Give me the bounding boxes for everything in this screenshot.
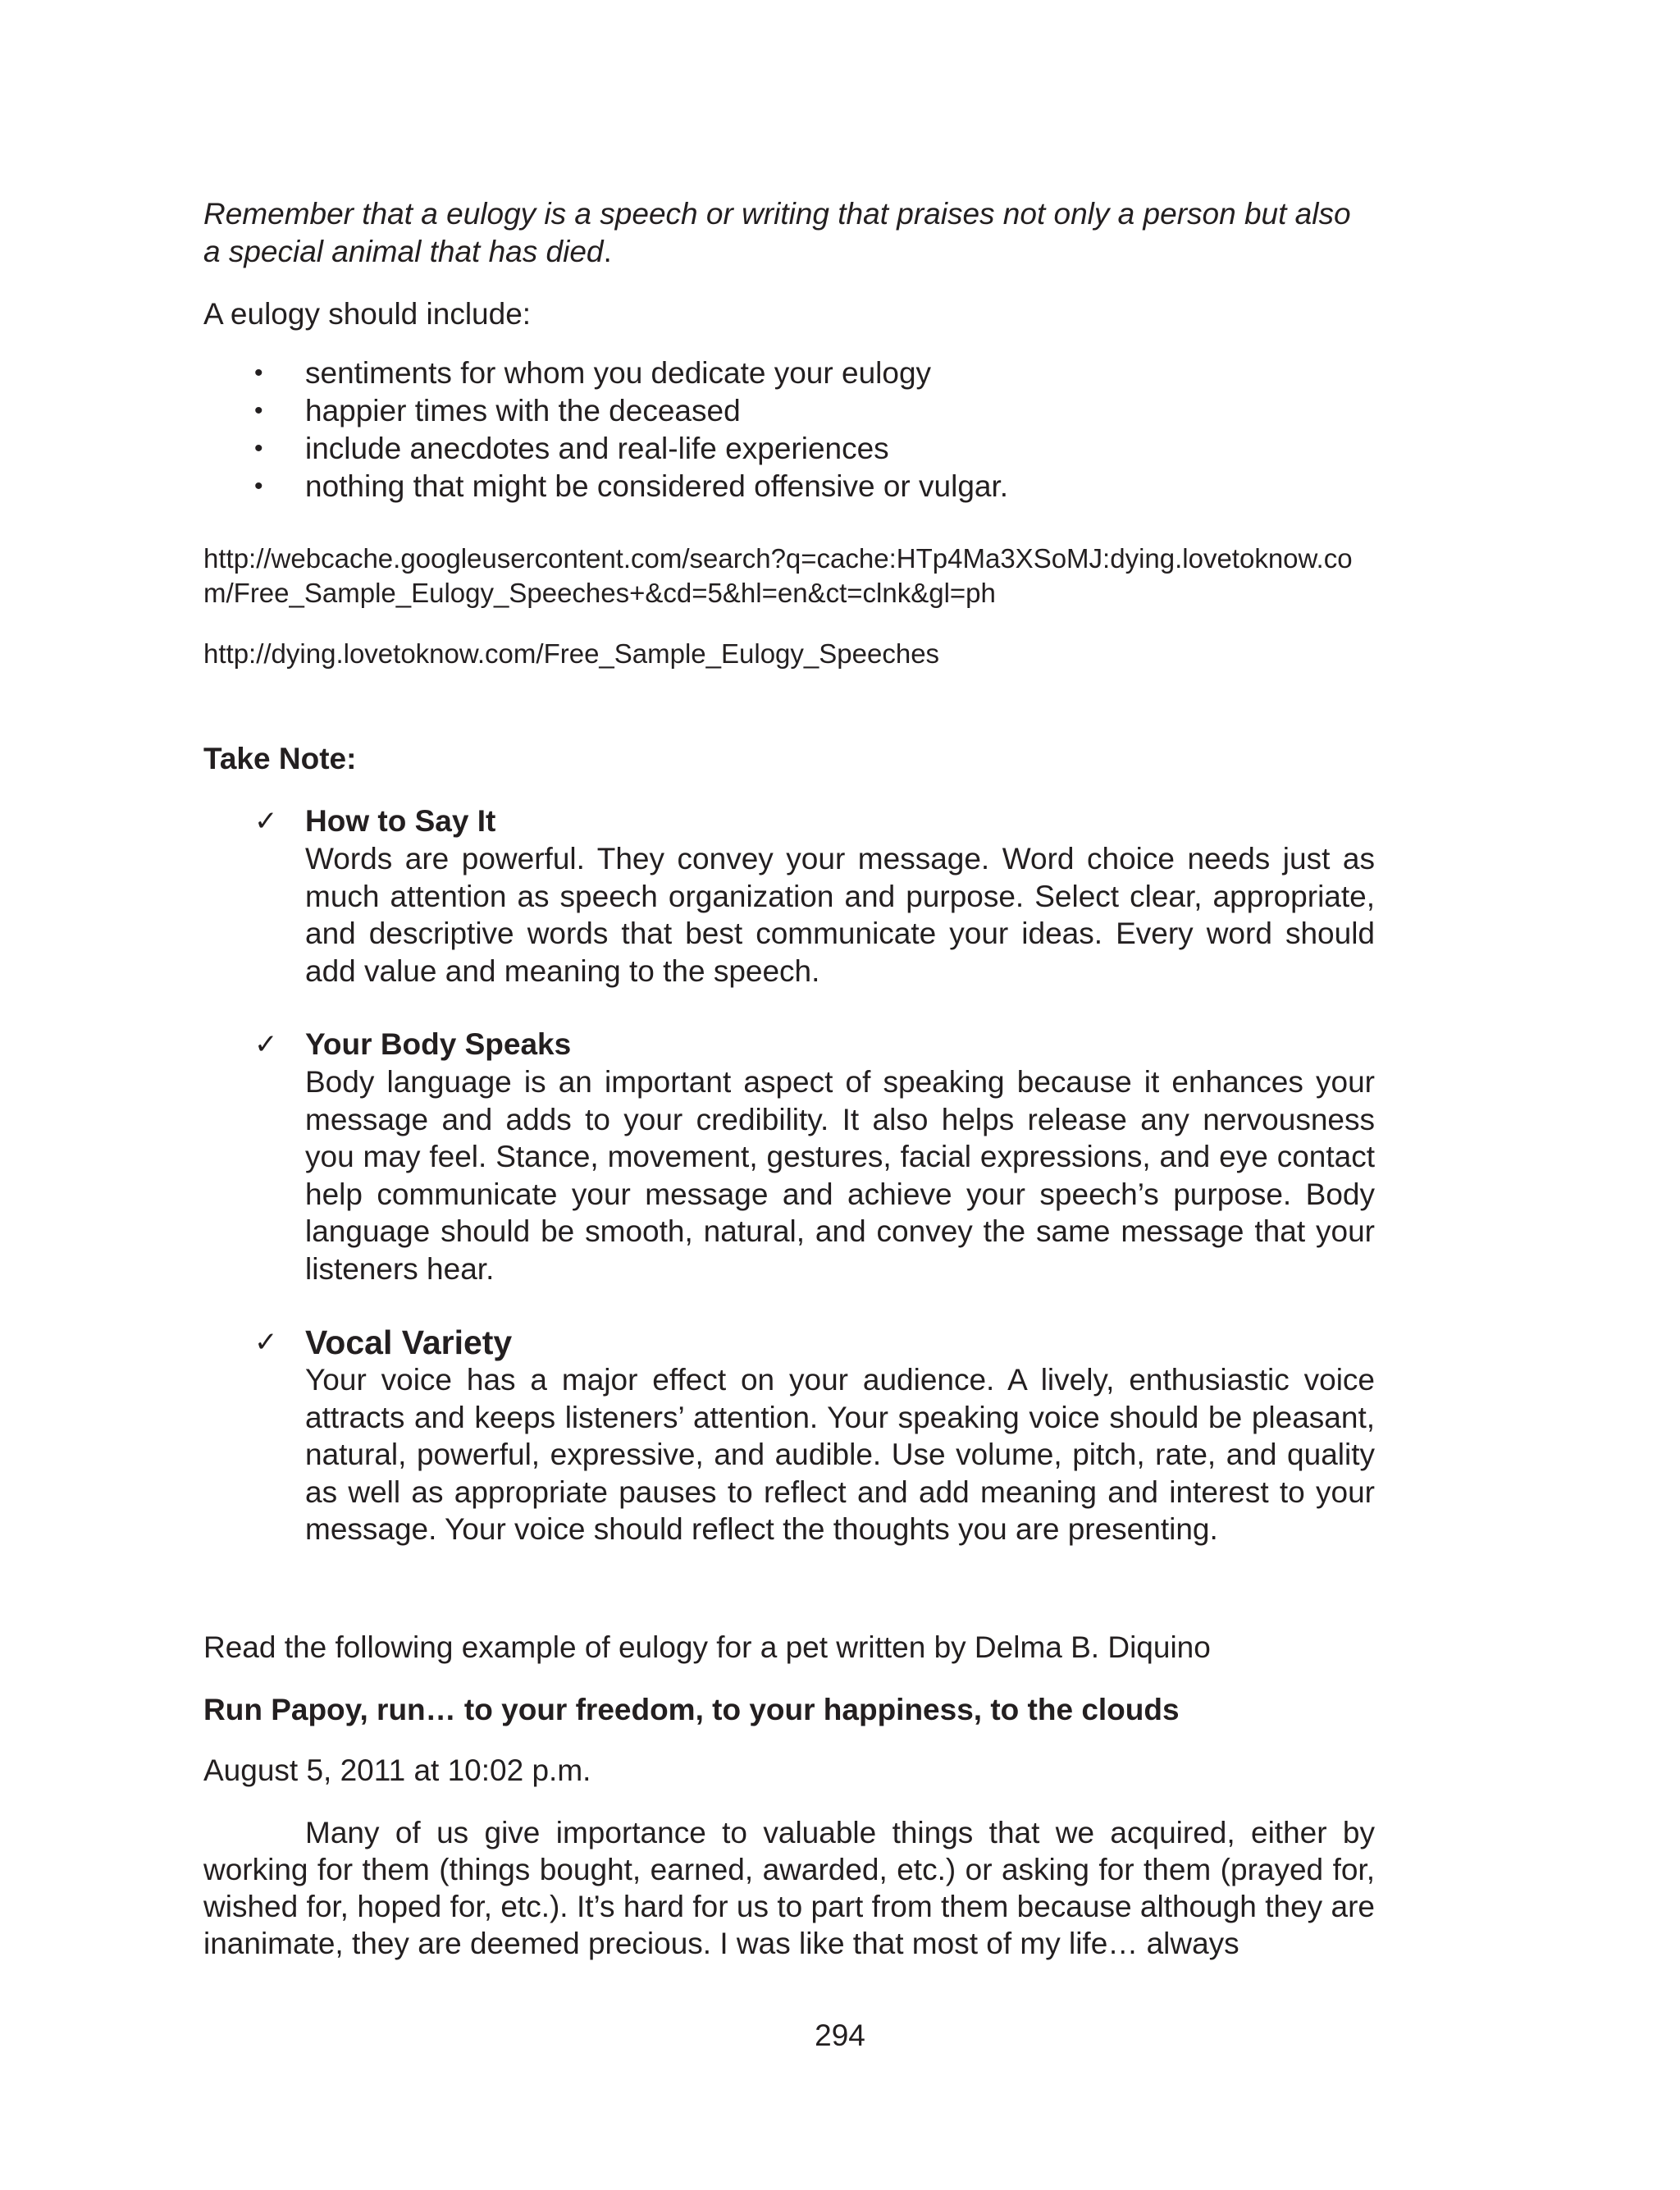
bullet-icon: • [254,473,263,500]
note-body: Words are powerful. They convey your message. Word choice needs just as much attention as speech organization and purpose. Select clear, appropriate, and descriptive words that best communicate your ideas. Every word should add value and meaning to the speech. [305,842,1375,988]
note-body: Body language is an important aspect of speaking because it enhances your message and adds to your credibility. It also helps release any nervousness you may feel. Stance, movement, gestures, facial expressions, and eye contact help communicate your message and achieve your speech’s purpose. Body language should be smooth, natural, and convey the same message that your listeners hear. [305,1065,1375,1286]
take-note-heading: Take Note: [203,742,357,775]
checkmark-icon: ✓ [254,1326,278,1359]
list-item [203,468,1375,505]
list-item [203,354,1375,392]
example-intro: Read the following example of eulogy for a pet written by Delma B. Diquino [203,1630,1211,1664]
intro-end-punct: . [603,235,612,268]
bullet-icon: • [254,435,263,462]
intro-paragraph [203,195,1375,271]
checkmark-icon: ✓ [254,1028,278,1061]
note-body: Your voice has a major effect on your audience. A lively, enthusiastic voice attracts and keeps listeners’ attention. Your speaking voice should be pleasant, natural, powerful, expressive, and audible. Use volume, pitch, rate, and quality as well as appropriate pauses to reflect and add meaning and interest to your message. Your voice should reflect the thoughts you are presenting. [305,1363,1375,1546]
page-number: 294 [815,2019,865,2052]
note-item-vocal-variety [203,1324,1375,1548]
example-title: Run Papoy, run… to your freedom, to your happiness, to the clouds [203,1692,1180,1726]
include-heading: A eulogy should include: [203,297,532,331]
checkmark-icon: ✓ [254,805,278,838]
list-item-text: nothing that might be considered offensive or vulgar. [305,469,1009,503]
note-item-your-body-speaks [203,1026,1375,1287]
list-item-text: happier times with the deceased [305,394,741,427]
note-title: Your Body Speaks [305,1027,572,1061]
list-item [203,392,1375,430]
bullet-icon: • [254,359,263,386]
list-item [203,430,1375,468]
example-date: August 5, 2011 at 10:02 p.m. [203,1753,591,1787]
take-note-list [203,802,1375,1548]
page-content [203,195,1375,1962]
note-item-how-to-say-it [203,802,1375,990]
reference-link-2[interactable]: http://dying.lovetoknow.com/Free_Sample_Eulogy_Speeches [203,638,940,669]
reference-link-1[interactable]: http://webcache.googleusercontent.com/search?q=cache:HTp4Ma3XSoMJ:dying.lovetoknow.com/Free_Sample_Eulogy_Speeches+&cd=5&hl=en&ct=clnk&gl=ph [203,543,1353,608]
include-list [203,354,1375,505]
note-title: How to Say It [305,804,496,838]
example-paragraph: Many of us give importance to valuable things that we acquired, either by working for them (things bought, earned, awarded, etc.) or asking for them (prayed for, wished for, hoped for, etc.). It’s hard for us to part from them because although they are inanimate, they are deemed precious. I was like that most of my life… always [203,1815,1375,1960]
list-item-text: include anecdotes and real-life experiences [305,432,889,465]
bullet-icon: • [254,397,263,424]
intro-text: Remember that a eulogy is a speech or writing that praises not only a person but also a special animal that has died [203,197,1351,268]
note-title: Vocal Variety [305,1324,513,1361]
list-item-text: sentiments for whom you dedicate your eulogy [305,356,932,390]
